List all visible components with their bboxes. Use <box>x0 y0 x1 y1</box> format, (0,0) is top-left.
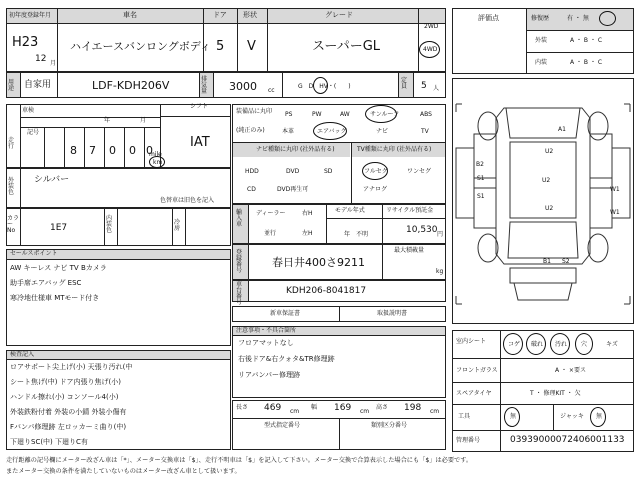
insp-month: 月 <box>140 117 147 124</box>
mark-s1-left: S1 <box>477 175 485 182</box>
four-wd-label: 4WD <box>423 46 438 53</box>
model-year-label: モデル年式 <box>335 207 365 214</box>
equip-pw: PW <box>312 111 322 118</box>
shape-label: 形状 <box>243 11 257 19</box>
kg-unit: kg <box>436 268 444 275</box>
equipment-sub: (純正のみ) <box>236 127 265 134</box>
import-label: 輸入車 <box>236 209 243 228</box>
inspector-line-3: ハンドル擦れ(小) コンソール4(小) <box>10 393 119 401</box>
navi-type-title: ナビ種類に丸印 (社外品有る) <box>256 146 335 153</box>
fuel-options: G D HV・( ) <box>298 83 351 90</box>
room-opt-koge: コゲ <box>508 341 521 348</box>
width-unit: cm <box>360 408 370 415</box>
front-glass-options: A ・ ×要ス <box>555 367 586 374</box>
notes-line-1: フロアマットなし <box>238 339 294 347</box>
mark-w1-right: W1 <box>610 186 620 193</box>
equip-sunroof: サンルーフ <box>370 111 400 118</box>
navi-dvd: DVD <box>286 168 300 175</box>
car-diagram <box>452 78 634 324</box>
inspector-line-1: ロアサポート尖上げ(小) 天張り汚れ(中 <box>10 363 133 371</box>
dealer-label: ディーラー <box>256 210 286 217</box>
tools-label: 工具 <box>458 413 471 420</box>
mileage-digit-5: 0 <box>146 144 153 157</box>
mgmt-label: 管理番号 <box>456 437 481 444</box>
unit-km: km <box>153 159 163 166</box>
four-wd-circle <box>419 41 440 58</box>
tv-oneseg: ワンセグ <box>407 168 432 175</box>
cooler-label: 冷房 <box>174 219 181 232</box>
tv-type-title: TV種類に丸印 (社外品有る) <box>357 146 432 153</box>
max-load-label: 最大積載量 <box>394 247 425 254</box>
repair-options: 有 ・ 無 <box>567 15 589 22</box>
recycle-value: 10,530 <box>406 225 438 235</box>
mark-s1-lower: S1 <box>477 193 485 200</box>
equip-leather: 本革 <box>282 128 295 135</box>
persons-unit: 人 <box>433 85 440 92</box>
repair-label: 修復歴 <box>531 15 550 22</box>
room-opt-kizu: キズ <box>606 341 618 348</box>
mark-b1: B1 <box>543 258 551 265</box>
notes-line-2: 右後ドア&右クォタ&TR修理跡 <box>238 355 335 363</box>
airbag-circle <box>313 122 347 140</box>
room-seat-label: 室内シート <box>456 338 487 345</box>
height-value: 198 <box>404 403 422 413</box>
mark-a1: A1 <box>558 126 566 133</box>
car-outline <box>456 108 630 300</box>
equip-tv: TV <box>421 128 429 135</box>
color-no-label: カラーNo <box>7 215 20 234</box>
chassis-value: KDH206-8041817 <box>286 286 367 296</box>
equip-navi: ナビ <box>376 128 389 135</box>
mileage-digit-4: 0 <box>129 144 136 157</box>
warranty-label: 新車保証書 <box>270 310 301 317</box>
room-opt-yogore: 汚れ <box>555 341 568 348</box>
first-reg-label: 初年度登録年月 <box>9 12 52 19</box>
tv-fullseg: フルセグ <box>364 168 388 175</box>
equip-aw: AW <box>340 111 350 118</box>
door-value: 5 <box>216 39 225 54</box>
run-label: 走行 <box>8 137 15 150</box>
exterior-color-label: 外装色 <box>8 177 15 196</box>
tools-circle <box>504 407 520 427</box>
equip-abs: ABS <box>420 111 432 118</box>
yogore-circle <box>550 333 570 355</box>
manual-label: 取扱説明書 <box>377 310 408 317</box>
width-value: 169 <box>334 403 352 413</box>
chassis-label: 車台番号 <box>236 281 243 306</box>
score-label: 評価点 <box>478 14 499 22</box>
mileage-digit-3: 0 <box>109 144 116 157</box>
width-label: 幅 <box>311 404 318 411</box>
sales-point-line-3: 寒冷地仕様車 MTモード付き <box>10 294 100 302</box>
parallel-label: 並行 <box>264 230 277 237</box>
sales-point-line-2: 助手席エアバッグ ESC <box>10 279 82 287</box>
footer-note-2: またメーター交換の条件を満たしていないものはメーター改ざん車として扱います。 <box>6 468 241 475</box>
equip-airbag: エアバッグ <box>317 128 347 135</box>
spare-tire-options: T ・ 修理KIT ・ 欠 <box>530 390 581 397</box>
room-opt-yabure: 破れ <box>531 341 544 348</box>
color-change-note: 色替車は旧色を記入 <box>160 197 215 204</box>
inspector-line-2: シート焦げ(中) ドア内張り焦げ(小) <box>10 378 121 386</box>
mark-u2-mid: U2 <box>542 177 551 184</box>
equip-ps: PS <box>285 111 293 118</box>
grade-value: スーパーGL <box>312 39 381 54</box>
notes-line-3: リアバンパー修理跡 <box>238 371 300 379</box>
right-hand-label: 右H <box>302 210 313 217</box>
yabure-circle <box>526 333 546 355</box>
mark-b2: B2 <box>476 161 484 168</box>
capacity-label: 定員 <box>401 77 408 90</box>
two-wd-label: 2WD <box>424 23 439 30</box>
inspector-line-5: Fバンパ修理跡 左ロッカーミ曲り(中) <box>10 423 127 431</box>
yen-unit: 円 <box>437 231 444 238</box>
capacity-value: 5 <box>421 81 427 91</box>
notes-title: 注意事項・不具合箇所 <box>236 327 297 334</box>
jack-none: 無 <box>596 413 603 420</box>
navi-sd: SD <box>324 168 333 175</box>
equipment-title: 装備品に丸印 <box>236 108 273 115</box>
spare-tire-label: スペアタイヤ <box>456 390 492 397</box>
category-number-label: 類別区分番号 <box>371 422 408 429</box>
no-repair-circle <box>599 11 616 26</box>
height-unit: cm <box>430 408 440 415</box>
navi-dvd-play: DVD再生可 <box>277 186 309 193</box>
height-label: 高さ <box>376 404 389 411</box>
diesel-circle <box>313 77 328 94</box>
car-name-value: ハイエースバンロングボディ <box>70 40 211 53</box>
ana-circle <box>575 333 593 355</box>
room-opt-ana: 穴 <box>581 341 588 348</box>
model-value: LDF-KDH206V <box>92 79 170 92</box>
mileage-digit-1: 8 <box>70 144 77 157</box>
cc-unit: cc <box>268 87 275 94</box>
insp-year: 年 <box>104 117 111 124</box>
color-no-value: 1E7 <box>50 223 68 233</box>
use-label: 用途 <box>8 79 15 92</box>
recycle-label: リサイクル預託金 <box>386 207 434 214</box>
shift-label: シフト <box>190 103 209 110</box>
length-label: 長さ <box>236 404 249 411</box>
use-value: 自家用 <box>24 80 52 90</box>
sales-point-title: セールスポイント <box>10 250 58 257</box>
mileage-digit-2: 7 <box>89 144 96 157</box>
left-hand-label: 左H <box>302 230 313 237</box>
unit-mile: mile <box>149 151 162 158</box>
footer-note-1: 走行距離の記号欄にメーター改ざん車は「*」、メーター交換車は「$」、走行不明車は「$」を記入して下さい。メーター交換で合算表示した場合にも「$」は必要です。 <box>6 457 473 464</box>
mark-s2: S2 <box>562 258 570 265</box>
inspection-label: 車検 <box>22 107 35 114</box>
inspector-line-6: 下廻りSC(中) 下廻りC有 <box>10 438 88 446</box>
exterior-options: A ・ B ・ C <box>570 37 603 44</box>
mark-w1-lower: W1 <box>610 209 620 216</box>
mgmt-value: 03939000072406001133 <box>510 435 625 445</box>
inspector-line-4: 外装鉄粉付着 外装の小錆 外装小傷有 <box>10 408 127 416</box>
model-year-value: 年 不明 <box>344 231 369 238</box>
door-label: ドア <box>213 11 227 19</box>
reg-value: 春日井400さ9211 <box>272 256 365 269</box>
length-value: 469 <box>264 403 282 413</box>
tv-analog: アナログ <box>363 186 388 193</box>
navi-cd: CD <box>247 186 256 193</box>
car-name-label: 車名 <box>123 11 137 19</box>
color-no-box <box>6 208 231 246</box>
mark-u2-low: U2 <box>545 205 554 212</box>
sales-point-line-1: AW キーレス ナビ TV Bカメラ <box>10 264 107 272</box>
interior-label: 内装 <box>535 59 548 66</box>
grade-label: グレード <box>325 11 353 19</box>
shift-value: IAT <box>190 135 210 150</box>
fullseg-circle <box>362 162 388 180</box>
sunroof-circle <box>365 105 400 123</box>
mark-u2-top: U2 <box>545 148 554 155</box>
use-row-box <box>6 72 446 98</box>
inspector-title: 検査記入 <box>10 351 35 358</box>
month-unit: 月 <box>50 60 57 67</box>
koge-circle <box>503 333 523 355</box>
first-reg-year: H23 <box>12 35 39 50</box>
shape-value: V <box>247 39 256 54</box>
first-reg-month: 12 <box>35 54 47 64</box>
jack-label: ジャッキ <box>560 413 584 420</box>
length-unit: cm <box>290 408 300 415</box>
tools-none: 無 <box>510 413 517 420</box>
displacement-label: 排気量 <box>201 76 208 95</box>
km-circle <box>149 156 165 168</box>
navi-hdd: HDD <box>245 168 259 175</box>
interior-options: A ・ B ・ C <box>570 59 603 66</box>
type-designation-label: 型式指定番号 <box>264 422 301 429</box>
jack-circle <box>590 407 606 427</box>
displacement-value: 3000 <box>229 80 257 93</box>
reg-label: 登録番号 <box>236 249 243 274</box>
note-label: 記号 <box>27 129 40 136</box>
exterior-color-value: シルバー <box>34 175 70 185</box>
exterior-label: 外装 <box>535 37 548 44</box>
front-glass-label: フロントガラス <box>456 367 498 374</box>
interior-color-label: 内装色 <box>106 215 113 234</box>
